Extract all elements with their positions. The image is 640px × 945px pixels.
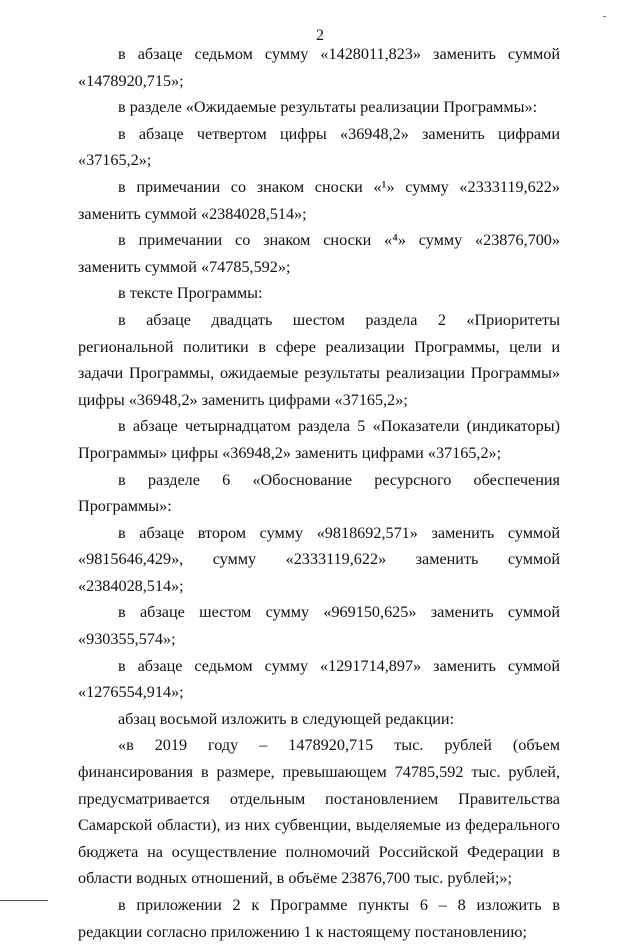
- paragraph: в разделе «Ожидаемые результаты реализации Программы»:: [118, 98, 538, 117]
- paragraph: в тексте Программы:: [118, 284, 263, 303]
- paragraph: в абзаце четырнадцатом раздела 5 «Показатели (индикаторы) Программы» цифры «36948,2» заменить цифрами «37165,2»;: [78, 417, 560, 462]
- scan-mark: [603, 16, 606, 17]
- page-number: 2: [316, 27, 324, 44]
- paragraph: в абзаце седьмом сумму «1428011,823» заменить суммой «1478920,715»;: [78, 45, 560, 90]
- paragraph: в абзаце четвертом цифры «36948,2» заменить цифрами «37165,2»;: [78, 124, 560, 170]
- paragraph: в абзаце втором сумму «9818692,571» заменить суммой «9815646,429», сумму «2333119,622» заменить суммой «2384028,514»;: [78, 523, 560, 595]
- paragraph: абзац восьмой изложить в следующей редакции:: [118, 709, 455, 728]
- document-body: [78, 41, 560, 945]
- paragraph: в разделе 6 «Обоснование ресурсного обеспечения Программы»:: [78, 470, 560, 516]
- paragraph: в абзаце седьмом сумму «1291714,897» заменить суммой «1276554,914»;: [78, 656, 560, 702]
- paragraph: в примечании со знаком сноски «¹» сумму «2333119,622» заменить суммой «2384028,514»;: [78, 177, 560, 223]
- scan-edge-line: [0, 900, 48, 901]
- paragraph: в приложении 2 к Программе пункты 6 – 8 изложить в редакции согласно приложению 1 к настоящему постановлению;: [78, 896, 560, 941]
- paragraph: в абзаце двадцать шестом раздела 2 «Приоритеты региональной политики в сфере реализации Программы, цели и задачи Программы, ожидаемые результаты реализации Программы» цифры «36948,2» заменить цифрами «37165,2»;: [78, 310, 560, 409]
- paragraph: «в 2019 году – 1478920,715 тыс. рублей (объем финансирования в размере, превышающем 74785,592 тыс. рублей, предусматривается отдельным постановлением Правительства Самарской области), из них субвенции, выделяемые из федерального бюджета на осуществление полномочий Российской Федерации в области водных отношений, в объёме 23876,700 тыс. рублей;»;: [78, 736, 560, 888]
- paragraph: в примечании со знаком сноски «⁴» сумму «23876,700» заменить суммой «74785,592»;: [78, 231, 560, 276]
- paragraph: в абзаце шестом сумму «969150,625» заменить суммой «930355,574»;: [78, 603, 560, 649]
